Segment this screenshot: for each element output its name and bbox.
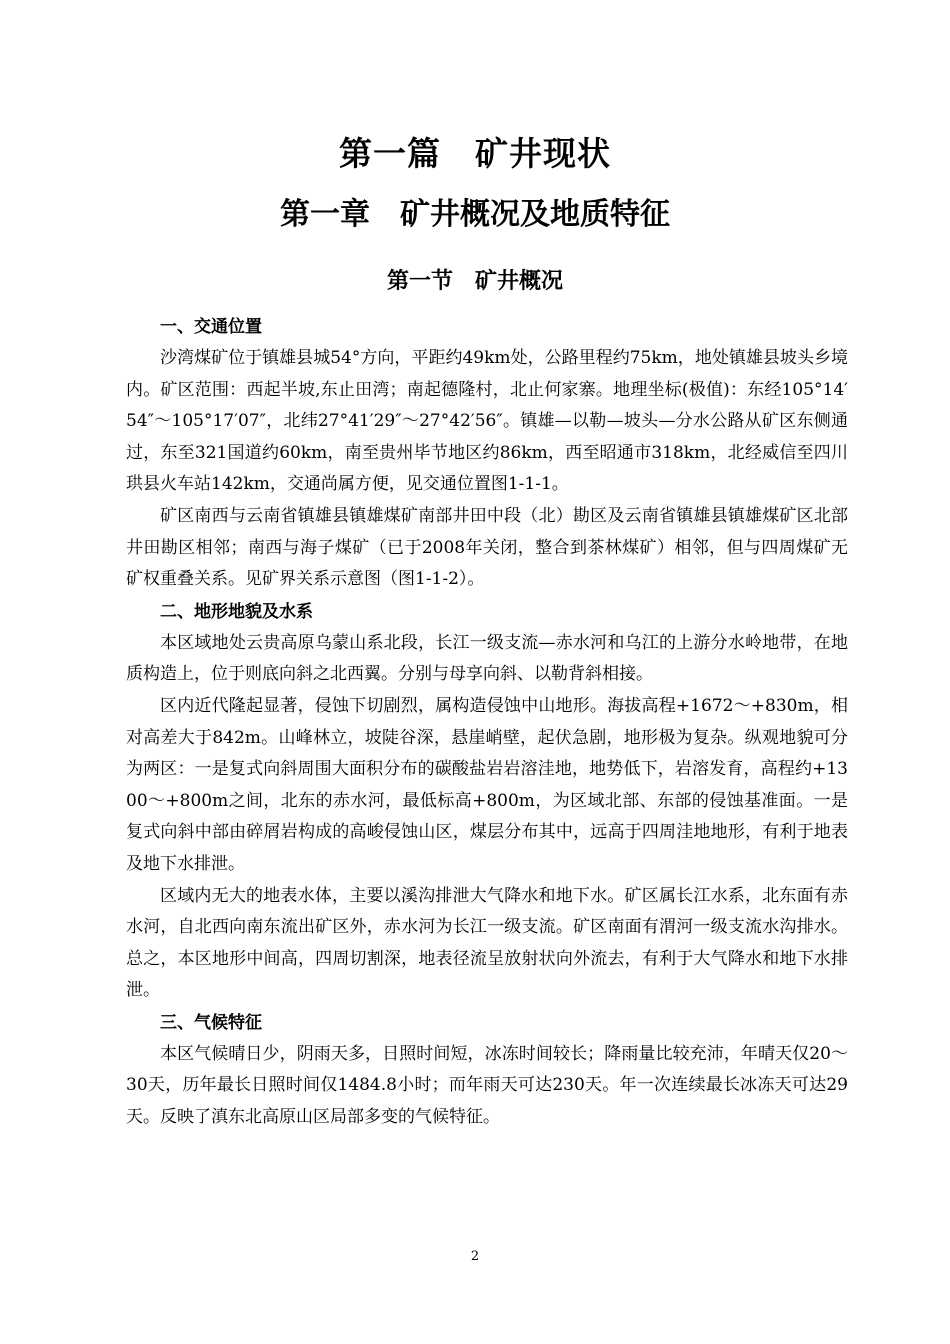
paragraph: 矿区南西与云南省镇雄县镇雄煤矿南部井田中段（北）勘区及云南省镇雄县镇雄煤矿区北部井田勘区相邻；南西与海子煤矿（已于2008年关闭，整合到茶林煤矿）相邻，但与四周煤矿无矿权重叠关系。见矿界关系示意图（图1-1-2）。 xyxy=(126,505,848,590)
section-title: 第一节 矿井概况 xyxy=(386,269,563,294)
heading-climate: 三、气候特征 xyxy=(160,1012,262,1033)
paragraph: 沙湾煤矿位于镇雄县城54°方向，平距约49km处，公路里程约75km，地处镇雄县坡头乡境内。矿区范围：西起半坡,东止田湾；南起德隆村，北止何家寨。地理坐标(极值)：东经105°14′54″～105°17′07″，北纬27°41′29″～27°42′56″。镇雄—以勒—坡头—分水公路从矿区东侧通过，东至321国道约60km，南至贵州毕节地区约86km，西至昭通市318km，北经威信至四川珙县火车站142km，交通尚属方便，见交通位置图1-1-1。 xyxy=(126,348,849,495)
part-title: 第一篇 矿井现状 xyxy=(339,134,611,173)
paragraph: 本区域地处云贵高原乌蒙山系北段，长江一级支流—赤水河和乌江的上游分水岭地带，在地质构造上，位于则底向斜之北西翼。分别与母享向斜、以勒背斜相接。 xyxy=(126,632,848,685)
chapter-title: 第一章 矿井概况及地质特征 xyxy=(280,197,670,232)
heading-terrain-water: 二、地形地貌及水系 xyxy=(160,601,313,622)
paragraph: 区内近代隆起显著，侵蚀下切剧烈，属构造侵蚀中山地形。海拔高程+1672～+830m，相对高差大于842m。山峰林立，坡陡谷深，悬崖峭壁，起伏急剧，地形极为复杂。纵观地貌可分为两区：一是复式向斜周围大面积分布的碳酸盐岩岩溶洼地，地势低下，岩溶发育，高程约+1300～+800m之间，北东的赤水河，最低标高+800m，为区域北部、东部的侵蚀基准面。一是复式向斜中部由碎屑岩构成的高峻侵蚀山区，煤层分布其中，远高于四周洼地地形，有利于地表及地下水排泄。 xyxy=(126,695,848,874)
paragraph: 区域内无大的地表水体，主要以溪沟排泄大气降水和地下水。矿区属长江水系，北东面有赤水河，自北西向南东流出矿区外，赤水河为长江一级支流。矿区南面有渭河一级支流水沟排水。总之，本区地形中间高，四周切割深，地表径流呈放射状向外流去，有利于大气降水和地下水排泄。 xyxy=(126,885,848,1001)
paragraph: 本区气候晴日少，阴雨天多，日照时间短，冰冻时间较长；降雨量比较充沛，年晴天仅20～30天，历年最长日照时间仅1484.8小时；而年雨天可达230天。年一次连续最长冰冻天可达29天。反映了滇东北高原山区局部多变的气候特征。 xyxy=(126,1043,848,1128)
document-body xyxy=(126,311,848,1134)
page-number: 2 xyxy=(470,1249,480,1264)
heading-traffic-location: 一、交通位置 xyxy=(160,317,262,337)
